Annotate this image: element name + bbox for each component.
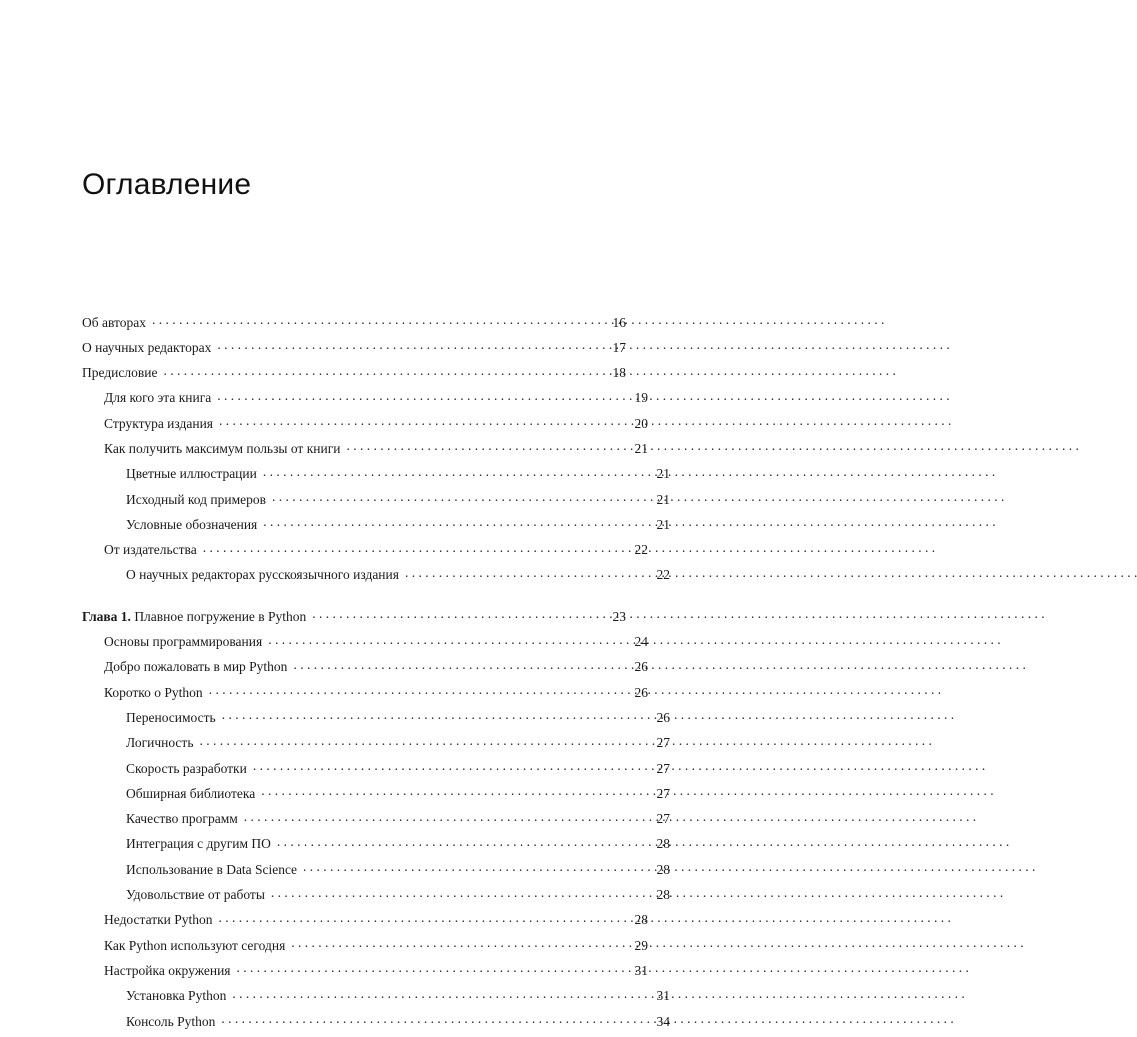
toc-entry-page-number: 21 xyxy=(656,516,670,532)
toc-entry-page-number: 34 xyxy=(656,1013,670,1029)
toc-entry-page-number: 31 xyxy=(634,962,648,978)
toc-leader-dots xyxy=(263,515,642,529)
toc-entry-label: Предисловие xyxy=(82,365,158,381)
toc-entry-label: Коротко о Python xyxy=(104,684,203,700)
toc-entry-page-number: 18 xyxy=(612,365,626,381)
toc-entry[interactable] xyxy=(82,987,670,1003)
toc-entry-label: Установка Python xyxy=(126,988,227,1004)
toc-entry-label: Исходный код примеров xyxy=(126,491,267,507)
toc-leader-dots xyxy=(244,810,642,824)
toc-entry-label: Интеграция с другим ПО xyxy=(126,836,271,852)
toc-entry[interactable] xyxy=(82,338,626,354)
toc-entry[interactable] xyxy=(82,784,670,800)
toc-entry[interactable] xyxy=(82,465,670,481)
toc-entry-label: Условные обозначения xyxy=(126,516,258,532)
toc-entry[interactable] xyxy=(82,961,648,977)
toc-entry[interactable] xyxy=(82,607,626,623)
toc-entry-label: Использование в Data Science xyxy=(126,861,298,877)
toc-entry-label: Цветные иллюстрации xyxy=(126,466,257,482)
toc-entry-label: Как получить максимум пользы от книги xyxy=(104,440,341,456)
toc-entry-label: Скорость разработки xyxy=(126,760,247,776)
toc-leader-dots xyxy=(217,338,598,352)
toc-entry-label: Структура издания xyxy=(104,415,214,431)
toc-entry-page-number: 28 xyxy=(656,861,670,877)
toc-leader-dots xyxy=(253,759,642,773)
toc-entry-page-number: 26 xyxy=(656,709,670,725)
toc-entry-page-number: 23 xyxy=(612,608,626,624)
toc-entry-page-number: 19 xyxy=(634,390,648,406)
toc-entry-label: Об авторах xyxy=(82,314,146,330)
toc-entry-label: Добро пожаловать в мир Python xyxy=(104,659,288,675)
toc-entry-page-number: 24 xyxy=(634,634,648,650)
toc-leader-dots xyxy=(303,860,642,874)
toc-leader-dots xyxy=(293,658,620,672)
toc-entry-page-number: 20 xyxy=(634,415,648,431)
toc-entry[interactable] xyxy=(82,759,670,775)
toc-entry[interactable] xyxy=(82,389,648,405)
toc-leader-dots xyxy=(203,541,620,555)
toc-entry[interactable] xyxy=(82,515,670,531)
toc-entry-label: От издательства xyxy=(104,542,197,558)
toc-entry-page-number: 27 xyxy=(656,785,670,801)
toc-entry[interactable] xyxy=(82,835,670,851)
toc-entry-page-number: 22 xyxy=(656,567,670,583)
toc-entry[interactable] xyxy=(82,1012,670,1028)
toc-entry[interactable] xyxy=(82,658,648,674)
toc-entry-label: Консоль Python xyxy=(126,1013,216,1029)
toc-entry-label: Основы программирования xyxy=(104,634,263,650)
toc-entry-label: Переносимость xyxy=(126,709,216,725)
toc-entry[interactable] xyxy=(82,313,626,329)
toc-leader-dots xyxy=(263,465,642,479)
toc-entry[interactable] xyxy=(82,708,670,724)
toc-leader-dots xyxy=(271,886,642,900)
toc-entry-page-number: 22 xyxy=(634,542,648,558)
table-of-contents xyxy=(82,313,670,1037)
toc-entry[interactable] xyxy=(82,633,648,649)
toc-entry-page-number: 26 xyxy=(634,684,648,700)
toc-leader-dots xyxy=(222,708,642,722)
toc-leader-dots xyxy=(199,734,642,748)
toc-leader-dots xyxy=(219,414,620,428)
toc-entry[interactable] xyxy=(82,734,670,750)
toc-entry[interactable] xyxy=(82,541,648,557)
toc-leader-dots xyxy=(217,389,620,403)
toc-entry[interactable] xyxy=(82,364,626,380)
toc-leader-dots xyxy=(219,911,620,925)
toc-entry-label: О научных редакторах xyxy=(82,339,212,355)
toc-entry-label: Обширная библиотека xyxy=(126,785,256,801)
toc-leader-dots xyxy=(237,961,621,975)
toc-entry[interactable] xyxy=(82,414,648,430)
toc-entry-page-number: 26 xyxy=(634,659,648,675)
toc-leader-dots xyxy=(405,566,642,580)
toc-entry-page-number: 28 xyxy=(634,912,648,928)
toc-entry-page-number: 21 xyxy=(656,491,670,507)
toc-entry-page-number: 27 xyxy=(656,760,670,776)
toc-entry-label: Как Python используют сегодня xyxy=(104,937,286,953)
toc-entry-page-number: 16 xyxy=(612,314,626,330)
toc-entry-page-number: 27 xyxy=(656,735,670,751)
toc-leader-dots xyxy=(277,835,642,849)
toc-entry[interactable] xyxy=(82,439,648,455)
toc-leader-dots xyxy=(221,1012,642,1026)
toc-leader-dots xyxy=(261,784,642,798)
toc-entry-page-number: 31 xyxy=(656,988,670,1004)
toc-leader-dots xyxy=(272,490,642,504)
toc-entry-page-number: 29 xyxy=(634,937,648,953)
toc-leader-dots xyxy=(232,987,642,1001)
toc-entry-label: Для кого эта книга xyxy=(104,390,212,406)
toc-entry-label: Качество программ xyxy=(126,811,238,827)
toc-entry-label: О научных редакторах русскоязычного издания xyxy=(126,567,399,583)
toc-leader-dots xyxy=(163,364,598,378)
toc-entry-page-number: 17 xyxy=(612,339,626,355)
toc-leader-dots xyxy=(291,936,620,950)
toc-section-gap xyxy=(82,591,626,607)
toc-entry[interactable] xyxy=(82,911,648,927)
toc-entry[interactable] xyxy=(82,566,670,582)
toc-entry[interactable] xyxy=(82,810,670,826)
toc-entry[interactable] xyxy=(82,860,670,876)
page-title: Оглавление xyxy=(82,168,252,201)
toc-entry-label: Настройка окружения xyxy=(104,962,231,978)
toc-leader-dots xyxy=(268,633,620,647)
toc-leader-dots xyxy=(312,607,598,621)
toc-leader-dots xyxy=(209,683,620,697)
toc-entry-page-number: 21 xyxy=(634,440,648,456)
toc-entry[interactable] xyxy=(82,936,648,952)
toc-entry-page-number: 27 xyxy=(656,811,670,827)
toc-entry-label: Удовольствие от работы xyxy=(126,887,265,903)
toc-entry-page-number: 28 xyxy=(656,887,670,903)
toc-entry[interactable] xyxy=(82,683,648,699)
toc-entry-label: Недостатки Python xyxy=(104,912,213,928)
toc-leader-dots xyxy=(152,313,598,327)
toc-leader-dots xyxy=(346,439,620,453)
toc-entry-page-number: 21 xyxy=(656,466,670,482)
toc-entry[interactable] xyxy=(82,886,670,902)
toc-entry-chapter-number: Глава 1. xyxy=(82,608,135,624)
toc-entry-label: Логичность xyxy=(126,735,194,751)
toc-entry-label: Глава 1. Плавное погружение в Python xyxy=(82,608,307,624)
toc-entry-page-number: 28 xyxy=(656,836,670,852)
toc-entry[interactable] xyxy=(82,490,670,506)
